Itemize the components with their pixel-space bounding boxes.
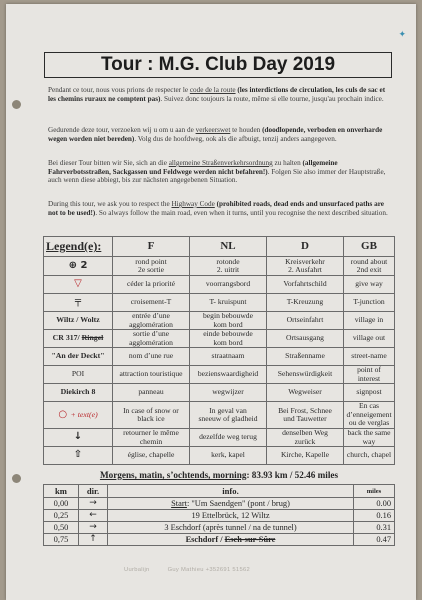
legend-cell: T-junction — [344, 294, 395, 312]
intro-german: Bei dieser Tour bitten wir Sie, sich an die allgemeine Straßenverkehrsordnung zu halten (allgemeine Fahrverbotsstraßen, Sackgassen und Feldwege werden nicht befahren!). Folgen Sie also immer der Hauptstraße, auch wenn diese abbiegt, bis zur nächsten angegebenen Situation. — [48, 159, 386, 185]
arrow-right-icon: → — [79, 522, 108, 534]
legend-header-row — [44, 237, 395, 257]
signpost-symbol: Diekirch 8 — [44, 384, 113, 402]
legend-cell: voorrangsbord — [190, 276, 267, 294]
legend-cell: begin bebouwde kom bord — [190, 312, 267, 330]
paper-sheet — [6, 4, 416, 600]
legend-cell: straatnaam — [190, 348, 267, 366]
street-name-symbol: "An der Deckt" — [44, 348, 113, 366]
legend-row — [44, 447, 395, 465]
legend-cell: En cas d’enneigement ou de verglas — [344, 402, 395, 429]
legend-cell: In geval van sneeuw of gladheid — [190, 402, 267, 429]
legend-col-d: D — [267, 237, 344, 257]
legend-cell: give way — [344, 276, 395, 294]
legend-cell: Bei Frost, Schnee und Tauwetter — [267, 402, 344, 429]
legend-row — [44, 384, 395, 402]
snow-circle-icon: ○ + text(e) — [44, 402, 113, 429]
legend-cell: Wegweiser — [267, 384, 344, 402]
arrow-right-icon: → — [79, 498, 108, 510]
legend-cell: back the same way — [344, 429, 395, 447]
legend-cell: attraction touristique — [113, 366, 190, 384]
legend-col-f: F — [113, 237, 190, 257]
legend-cell: Sehenswürdigkeit — [267, 366, 344, 384]
legend-cell: croisement-T — [113, 294, 190, 312]
legend-cell: Ortseinfahrt — [267, 312, 344, 330]
route-info: 3 Eschdorf (après tunnel / na de tunnel) — [108, 522, 354, 534]
legend-cell: kerk, kapel — [190, 447, 267, 465]
legend-row — [44, 402, 395, 429]
intro-dutch: Gedurende deze tour, verzoeken wij u om u aan de verkeerswet te houden (doodlopende, verboden en onverharde wegen worden niet bereden). Volg dus de hoofdweg, ook als die afbuigt, tenzij anders aangegeven. — [48, 126, 383, 143]
legend-cell: entrée d’une agglomération — [113, 312, 190, 330]
legend-cell: village in — [344, 312, 395, 330]
route-row — [44, 510, 395, 522]
legend-cell: T-Kreuzung — [267, 294, 344, 312]
legend-cell: Ortsausgang — [267, 330, 344, 348]
legend-row — [44, 429, 395, 447]
legend-cell: denselben Weg zurück — [267, 429, 344, 447]
route-info: 19 Ettelbrück, 12 Wiltz — [108, 510, 354, 522]
legend-cell: signpost — [344, 384, 395, 402]
legend-cell: bezienswaardigheid — [190, 366, 267, 384]
route-info: Start: "Um Saendgen" (pont / brug) — [108, 498, 354, 510]
route-row — [44, 522, 395, 534]
route-col-dir: dir. — [79, 485, 108, 498]
t-junction-icon: ╤ — [44, 294, 113, 312]
arrow-down-icon: ↓ — [44, 429, 113, 447]
arrow-up-icon: ↑ — [79, 534, 108, 546]
legend-cell: rond point 2e sortie — [113, 257, 190, 276]
route-table — [43, 484, 395, 546]
village-in-sign: Wiltz / Woltz — [44, 312, 113, 330]
route-row — [44, 534, 395, 546]
legend-cell: retourner le même chemin — [113, 429, 190, 447]
legend-heading: Legend(e): — [44, 237, 113, 257]
legend-cell: église, chapelle — [113, 447, 190, 465]
route-header-row — [44, 485, 395, 498]
legend-cell: village out — [344, 330, 395, 348]
legend-row — [44, 348, 395, 366]
route-row — [44, 498, 395, 510]
legend-cell: panneau — [113, 384, 190, 402]
legend-cell: wegwijzer — [190, 384, 267, 402]
legend-table — [43, 236, 395, 465]
legend-cell: church, chapel — [344, 447, 395, 465]
give-way-icon: ▽ — [44, 276, 113, 294]
route-col-info: info. — [108, 485, 354, 498]
corner-mark: ✦ — [398, 30, 406, 40]
intro-french: Pendant ce tour, nous vous prions de respecter le code de la route (les interdictions de circulation, les culs de sac et les chemins ruraux ne comptent pas). Suivez donc toujours la route, même si elle tourne, jusqu'au prochain indice. — [48, 86, 386, 103]
legend-cell: einde bebouwde kom bord — [190, 330, 267, 348]
arrow-left-icon: ← — [79, 510, 108, 522]
legend-cell: Kreisverkehr 2. Ausfahrt — [267, 257, 344, 276]
church-icon: ⇧ — [44, 447, 113, 465]
route-km: 0,25 — [44, 510, 79, 522]
legend-col-nl: NL — [190, 237, 267, 257]
punch-hole — [12, 100, 21, 109]
punch-hole — [12, 474, 21, 483]
route-miles: 0.16 — [354, 510, 395, 522]
legend-cell: nom d’une rue — [113, 348, 190, 366]
legend-cell: round about 2nd exit — [344, 257, 395, 276]
poi-symbol: POI — [44, 366, 113, 384]
village-out-sign: CR 317/ Ringel — [44, 330, 113, 348]
legend-cell: céder la priorité — [113, 276, 190, 294]
legend-cell: T- kruispunt — [190, 294, 267, 312]
legend-row — [44, 330, 395, 348]
roundabout-icon: ⊕ 2 — [44, 257, 113, 276]
legend-cell: Kirche, Kapelle — [267, 447, 344, 465]
route-km: 0,50 — [44, 522, 79, 534]
legend-cell: point of interest — [344, 366, 395, 384]
route-km: 0,75 — [44, 534, 79, 546]
legend-cell: Straßenname — [267, 348, 344, 366]
legend-cell: street-name — [344, 348, 395, 366]
legend-row — [44, 366, 395, 384]
route-km: 0,00 — [44, 498, 79, 510]
route-miles: 0.47 — [354, 534, 395, 546]
route-info: Eschdorf / Esch-sur-Sûre — [108, 534, 354, 546]
route-miles: 0.31 — [354, 522, 395, 534]
legend-cell: rotonde 2. uitrit — [190, 257, 267, 276]
legend-cell: dezelfde weg terug — [190, 429, 267, 447]
intro-english: During this tour, we ask you to respect the Highway Code (prohibited roads, dead ends and unsurfaced paths are not to be used!). So always follow the main road, even when it turns, until you recognise the next described situation. — [48, 200, 388, 217]
route-heading: Morgens, matin, s’ochtends, morning: 83.93 km / 52.46 miles — [99, 470, 339, 480]
footer-watermark: Uurbalijn Guy Mathieu +352691 51562 — [124, 567, 251, 573]
page-title: Tour : M.G. Club Day 2019 — [44, 52, 392, 78]
legend-row — [44, 276, 395, 294]
route-col-km: km — [44, 485, 79, 498]
route-col-miles: miles — [354, 485, 395, 498]
legend-row — [44, 294, 395, 312]
legend-col-gb: GB — [344, 237, 395, 257]
legend-cell: Vorfahrtschild — [267, 276, 344, 294]
legend-row — [44, 312, 395, 330]
legend-row — [44, 257, 395, 276]
route-miles: 0.00 — [354, 498, 395, 510]
legend-cell: In case of snow or black ice — [113, 402, 190, 429]
legend-cell: sortie d’une agglomération — [113, 330, 190, 348]
